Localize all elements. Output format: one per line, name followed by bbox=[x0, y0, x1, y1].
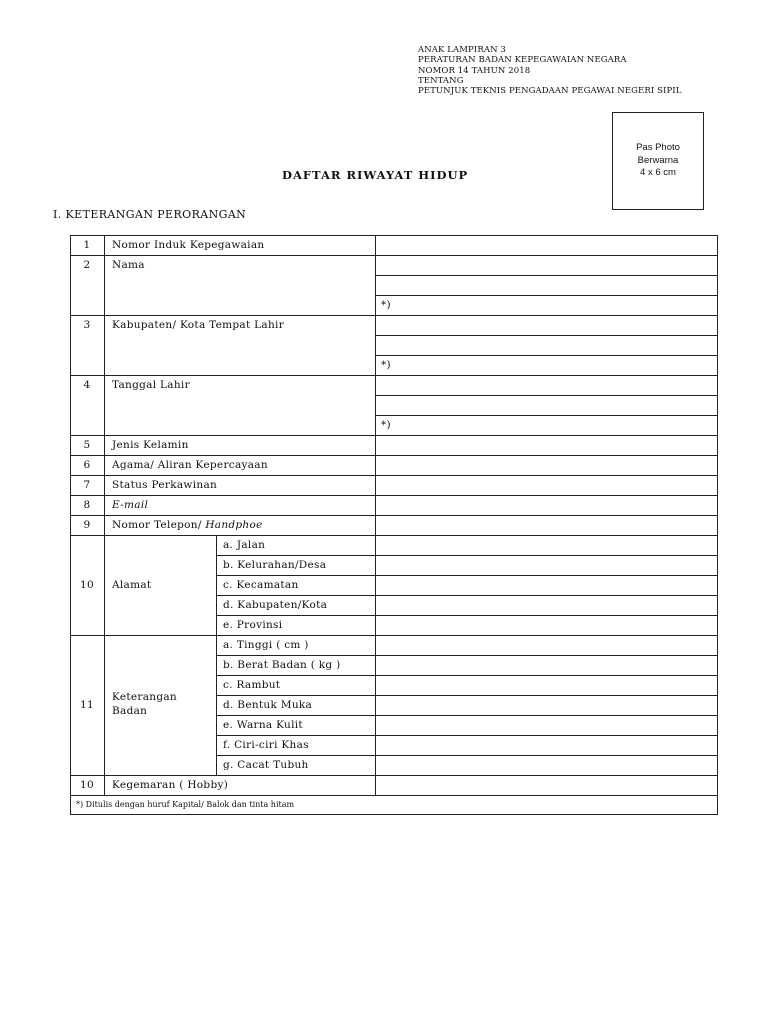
document-header bbox=[418, 45, 682, 96]
field-label-telepon-italic: Handphoe bbox=[205, 519, 263, 531]
header-line-5: PETUNJUK TEKNIS PENGADAAN PEGAWAI NEGERI SIPIL bbox=[418, 86, 682, 97]
table-col-value-divider bbox=[375, 235, 376, 795]
field-label-nama: Nama bbox=[112, 259, 145, 271]
header-line-4: TENTANG bbox=[418, 75, 464, 86]
table-footnote: *) Ditulis dengan huruf Kapital/ Balok dan tinta hitam bbox=[76, 800, 295, 809]
sub-label-kabupaten: d. Kabupaten/Kota bbox=[223, 599, 328, 611]
sub-label-kelurahan: b. Kelurahan/Desa bbox=[223, 559, 327, 571]
hline bbox=[216, 555, 718, 556]
row-number: 10 bbox=[80, 579, 94, 591]
field-label-status-perkawinan: Status Perkawinan bbox=[112, 479, 218, 491]
sub-label-warna-kulit: e. Warna Kulit bbox=[223, 719, 303, 731]
hline bbox=[216, 675, 718, 676]
hline bbox=[216, 655, 718, 656]
row-number: 3 bbox=[83, 319, 91, 331]
sub-label-tinggi: a. Tinggi ( cm ) bbox=[223, 639, 309, 651]
row-number: 9 bbox=[83, 519, 91, 531]
photo-box-line-1: Pas Photo bbox=[636, 142, 680, 153]
capital-note-marker: *) bbox=[381, 419, 391, 431]
field-label-nip: Nomor Induk Kepegawaian bbox=[112, 239, 265, 251]
field-label-tanggal-lahir: Tanggal Lahir bbox=[112, 379, 190, 391]
hline bbox=[70, 475, 718, 476]
hline bbox=[70, 435, 718, 436]
sub-label-ciri-khas: f. Ciri-ciri Khas bbox=[223, 739, 309, 751]
sub-label-kecamatan: c. Kecamatan bbox=[223, 579, 299, 591]
field-label-hobby: Kegemaran ( Hobby) bbox=[112, 779, 229, 791]
hline bbox=[216, 715, 718, 716]
row-number: 1 bbox=[83, 239, 91, 251]
sub-label-berat-badan: b. Berat Badan ( kg ) bbox=[223, 659, 341, 671]
table-col-sub-divider bbox=[216, 535, 217, 775]
row-number: 8 bbox=[83, 499, 91, 511]
photo-box-line-3: 4 x 6 cm bbox=[640, 167, 676, 178]
hline bbox=[70, 315, 718, 316]
field-label-email: E-mail bbox=[112, 499, 149, 511]
capital-note-marker: *) bbox=[381, 299, 391, 311]
sub-label-cacat-tubuh: g. Cacat Tubuh bbox=[223, 759, 309, 771]
capital-note-marker: *) bbox=[381, 359, 391, 371]
hline bbox=[70, 814, 718, 815]
field-label-tempat-lahir: Kabupaten/ Kota Tempat Lahir bbox=[112, 319, 285, 331]
row-number: 11 bbox=[80, 699, 94, 711]
section-title: I. KETERANGAN PERORANGAN bbox=[53, 208, 247, 221]
hline bbox=[216, 735, 718, 736]
page-title: DAFTAR RIWAYAT HIDUP bbox=[282, 168, 469, 182]
sub-label-rambut: c. Rambut bbox=[223, 679, 281, 691]
field-label-keterangan: Keterangan bbox=[112, 691, 177, 703]
hline bbox=[70, 515, 718, 516]
hline bbox=[375, 295, 718, 296]
hline bbox=[216, 755, 718, 756]
field-label-telepon-text: Nomor Telepon/ bbox=[112, 519, 206, 531]
field-label-alamat: Alamat bbox=[112, 579, 152, 591]
hline bbox=[375, 415, 718, 416]
sub-label-jalan: a. Jalan bbox=[223, 539, 266, 551]
hline bbox=[375, 355, 718, 356]
row-number: 7 bbox=[83, 479, 91, 491]
header-line-1: ANAK LAMPIRAN 3 bbox=[418, 45, 506, 55]
hline bbox=[375, 335, 718, 336]
hline bbox=[70, 375, 718, 376]
row-number: 4 bbox=[83, 379, 91, 391]
field-label-badan: Badan bbox=[112, 705, 148, 717]
hline bbox=[70, 255, 718, 256]
sub-label-bentuk-muka: d. Bentuk Muka bbox=[223, 699, 313, 711]
row-number: 6 bbox=[83, 459, 91, 471]
row-number: 2 bbox=[83, 259, 91, 271]
hline bbox=[70, 235, 718, 236]
photo-box bbox=[612, 112, 704, 210]
field-label-telepon bbox=[112, 519, 263, 531]
table-border-right bbox=[717, 235, 718, 815]
sub-label-provinsi: e. Provinsi bbox=[223, 619, 283, 631]
hline bbox=[70, 795, 718, 796]
hline bbox=[216, 575, 718, 576]
header-line-2: PERATURAN BADAN KEPEGAWAIAN NEGARA bbox=[418, 55, 627, 66]
field-label-jenis-kelamin: Jenis Kelamin bbox=[112, 439, 189, 451]
field-label-agama: Agama/ Aliran Kepercayaan bbox=[112, 459, 268, 471]
hline bbox=[216, 615, 718, 616]
row-number: 5 bbox=[83, 439, 91, 451]
hline bbox=[70, 775, 718, 776]
hline bbox=[70, 635, 718, 636]
hline bbox=[70, 455, 718, 456]
hline bbox=[216, 695, 718, 696]
photo-box-line-2: Berwarna bbox=[637, 154, 679, 166]
hline bbox=[375, 275, 718, 276]
row-number: 10 bbox=[80, 779, 94, 791]
hline bbox=[70, 495, 718, 496]
hline bbox=[70, 535, 718, 536]
header-line-3: NOMOR 14 TAHUN 2018 bbox=[418, 65, 531, 76]
hline bbox=[375, 395, 718, 396]
table-col-number-divider bbox=[104, 235, 105, 795]
hline bbox=[216, 595, 718, 596]
